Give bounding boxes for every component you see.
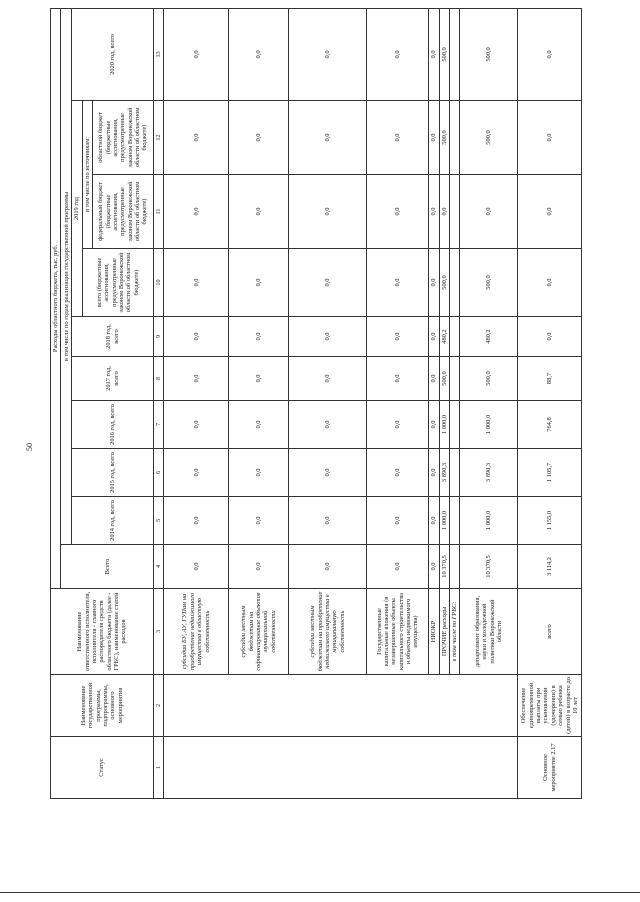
cell-value <box>449 175 459 249</box>
cell-value: 0,0 <box>367 497 429 545</box>
cell-value: 0,0 <box>229 449 289 497</box>
cell-value: 0,0 <box>289 449 367 497</box>
header-2019: 2019 год <box>72 101 82 317</box>
col-num: 11 <box>154 175 164 249</box>
col-num: 10 <box>154 249 164 317</box>
cell-value: 0,0 <box>229 545 289 589</box>
cell-value: 0,0 <box>518 175 582 249</box>
cell-value: 0,0 <box>229 497 289 545</box>
status-cell-empty <box>164 737 518 799</box>
cell-value: 0,0 <box>229 101 289 175</box>
header-2019-sources: в том числе по источникам: <box>82 101 92 249</box>
header-2014: 2014 год, всего <box>72 497 154 545</box>
cell-value: 0,0 <box>367 545 429 589</box>
cell-value: 1 105,7 <box>518 449 582 497</box>
cell-value: 0,0 <box>164 357 229 401</box>
cell-value: 500,0 <box>439 8 449 100</box>
program-main-activity: Обеспечение единовременной выплаты при усыновлении (удочерении) в семью ребенка (детей) в возрасте до 10 лет <box>518 675 582 737</box>
cell-value: 0,0 <box>164 101 229 175</box>
row-label: Государственные капитальные вложения (в незавершенные объекты капитального строительства и объекты недвижимого имущества) <box>367 589 429 675</box>
row-label: субсидии местным бюджетам на софинансирование объектов муниципальной собственности <box>229 589 289 675</box>
cell-value <box>449 401 459 449</box>
cell-value <box>449 497 459 545</box>
status-main-activity: Основное мероприятие 2.17 <box>518 737 582 799</box>
col-num: 3 <box>154 589 164 675</box>
program-cell-empty <box>164 675 518 737</box>
cell-value: 0,0 <box>229 357 289 401</box>
cell-value: 500,0 <box>439 357 449 401</box>
cell-value: 500,0 <box>460 249 518 317</box>
cell-value <box>449 249 459 317</box>
header-2020: 2020 год, всего <box>72 8 154 100</box>
cell-value: 480,2 <box>439 317 449 357</box>
cell-value: 88,7 <box>518 357 582 401</box>
cell-value: 3 114,2 <box>518 545 582 589</box>
cell-value: 0,0 <box>289 101 367 175</box>
cell-value: 0,0 <box>229 175 289 249</box>
header-expenses: Расходы областного бюджета, тыс. руб. <box>51 8 61 588</box>
column-number-row <box>154 8 164 798</box>
header-status: Статус <box>51 737 154 799</box>
row-label: ПРОЧИЕ расходы <box>439 589 449 675</box>
col-num: 8 <box>154 357 164 401</box>
cell-value: 0,0 <box>439 175 449 249</box>
row-label: НИОКР <box>429 589 439 675</box>
cell-value: 500,0 <box>439 101 449 175</box>
cell-value: 3 890,3 <box>460 449 518 497</box>
cell-value <box>449 8 459 100</box>
cell-value: 0,0 <box>518 8 582 100</box>
cell-value: 0,0 <box>429 249 439 317</box>
cell-value: 1 155,0 <box>518 497 582 545</box>
table-row <box>164 8 229 798</box>
cell-value: 0,0 <box>367 101 429 175</box>
cell-value: 1 000,0 <box>439 401 449 449</box>
col-num: 7 <box>154 401 164 449</box>
cell-value: 0,0 <box>229 8 289 100</box>
cell-value: 0,0 <box>289 497 367 545</box>
cell-value: 0,0 <box>518 101 582 175</box>
row-label: в том числе по ГРБС: <box>449 589 459 675</box>
cell-value: 0,0 <box>429 401 439 449</box>
cell-value: 0,0 <box>367 449 429 497</box>
cell-value: 500,0 <box>460 8 518 100</box>
cell-value: 0,0 <box>429 8 439 100</box>
cell-value: 0,0 <box>229 401 289 449</box>
cell-value: 0,0 <box>229 249 289 317</box>
cell-value: 0,0 <box>289 357 367 401</box>
cell-value: 0,0 <box>164 401 229 449</box>
header-2015: 2015 год, всего <box>72 449 154 497</box>
col-num: 12 <box>154 101 164 175</box>
cell-value: 0,0 <box>367 401 429 449</box>
header-2018: 2018 год, всего <box>72 317 154 357</box>
header-2017: 2017 год, всего <box>72 357 154 401</box>
cell-value: 0,0 <box>164 497 229 545</box>
cell-value: 10 370,5 <box>460 545 518 589</box>
cell-value: 1 000,0 <box>460 401 518 449</box>
row-label: субсидии местным бюджетам на приобретение недвижимого имущества в муниципальную собственность <box>289 589 367 675</box>
header-2019-total: всего (бюджетные ассигнования, предусмотренные законом Воронежской области об областном бюджете) <box>82 249 153 317</box>
cell-value: 764,8 <box>518 401 582 449</box>
col-num: 5 <box>154 497 164 545</box>
cell-value: 0,0 <box>429 317 439 357</box>
col-num: 1 <box>154 737 164 799</box>
header-program-name: Наименование государственной программы, подпрограммы, основного мероприятия <box>51 675 154 737</box>
cell-value <box>449 545 459 589</box>
cell-value: 0,0 <box>164 545 229 589</box>
cell-value: 0,0 <box>164 449 229 497</box>
cell-value: 0,0 <box>164 175 229 249</box>
col-num: 13 <box>154 8 164 100</box>
cell-value: 0,0 <box>367 8 429 100</box>
header-executor: Наименование ответственного исполнителя, исполнителя - главного распорядителя средств областного бюджета (далее - ГРБС), наименование статей расходов <box>51 589 154 675</box>
col-num: 9 <box>154 317 164 357</box>
cell-value: 480,2 <box>460 317 518 357</box>
cell-value: 1 000,0 <box>460 497 518 545</box>
cell-value: 0,0 <box>429 357 439 401</box>
cell-value: 1 000,0 <box>439 497 449 545</box>
rotated-table-wrapper <box>50 9 579 799</box>
cell-value <box>449 101 459 175</box>
row-label: всего <box>518 589 582 675</box>
cell-value: 0,0 <box>164 249 229 317</box>
cell-value: 0,0 <box>289 545 367 589</box>
cell-value: 0,0 <box>289 401 367 449</box>
header-2016: 2016 год, всего <box>72 401 154 449</box>
cell-value: 0,0 <box>460 175 518 249</box>
cell-value: 0,0 <box>289 8 367 100</box>
row-label: субсидии БУ, АУ, ГУПам на приобретение недвижимого имущества в областную собственность <box>164 589 229 675</box>
cell-value: 0,0 <box>164 8 229 100</box>
cell-value: 0,0 <box>518 317 582 357</box>
cell-value: 0,0 <box>367 317 429 357</box>
cell-value: 0,0 <box>429 545 439 589</box>
cell-value: 0,0 <box>164 317 229 357</box>
cell-value: 0,0 <box>429 175 439 249</box>
cell-value: 0,0 <box>289 317 367 357</box>
cell-value: 0,0 <box>367 249 429 317</box>
header-total: Всего <box>61 545 154 589</box>
cell-value <box>449 357 459 401</box>
cell-value: 0,0 <box>367 175 429 249</box>
budget-table <box>50 8 582 799</box>
cell-value: 0,0 <box>429 497 439 545</box>
header-by-years: в том числе по годам реализации государственной программы <box>61 8 72 544</box>
cell-value: 0,0 <box>518 249 582 317</box>
page-number: 50 <box>25 443 34 451</box>
cell-value: 500,0 <box>460 357 518 401</box>
scan-edge-line <box>0 892 640 893</box>
cell-value: 0,0 <box>429 449 439 497</box>
header-2019-federal: федеральный бюджет (бюджетные ассигнования, предусмотренные законом Воронежской области об областном бюджете) <box>93 175 154 249</box>
header-2019-regional: областной бюджет (бюджетные ассигнования, предусмотренные законом Воронежской области об областном бюджете) <box>93 101 154 175</box>
cell-value: 10 370,5 <box>439 545 449 589</box>
cell-value <box>449 317 459 357</box>
table-row <box>518 8 582 798</box>
row-label: департамент образования, науки и молодежной политики Воронежской области <box>460 589 518 675</box>
cell-value <box>449 449 459 497</box>
cell-value: 0,0 <box>367 357 429 401</box>
col-num: 2 <box>154 675 164 737</box>
cell-value: 500,0 <box>460 101 518 175</box>
cell-value: 3 890,3 <box>439 449 449 497</box>
cell-value: 0,0 <box>289 175 367 249</box>
col-num: 6 <box>154 449 164 497</box>
cell-value: 500,0 <box>439 249 449 317</box>
col-num: 4 <box>154 545 164 589</box>
cell-value: 0,0 <box>289 249 367 317</box>
cell-value: 0,0 <box>229 317 289 357</box>
cell-value: 0,0 <box>429 101 439 175</box>
